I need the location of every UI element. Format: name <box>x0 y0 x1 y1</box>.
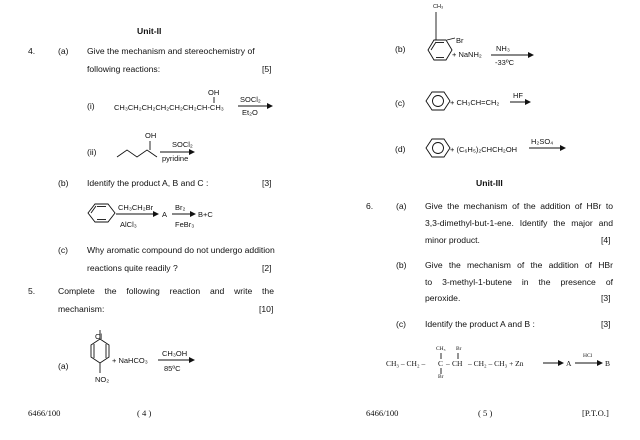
q5a-cl-label: Cl <box>95 332 103 341</box>
q5-marks: [10] <box>259 304 274 314</box>
q5a-no2-label: NO₂ <box>95 375 110 384</box>
q4b-marks: [3] <box>262 178 272 188</box>
rp-b-br-label: Br <box>456 36 464 45</box>
rp-c-benzene-ring <box>426 92 450 110</box>
q4b-reagent1-top: CH₃CH₂Br <box>118 203 154 212</box>
q5a-label: (a) <box>58 361 69 371</box>
unit-ii-heading: Unit-II <box>137 26 162 36</box>
q4a-i-reagent-bottom: Et₂O <box>242 108 258 117</box>
q4a-ii-reagent-bottom: pyridine <box>162 154 189 163</box>
q6c-condition: HCl <box>583 353 593 359</box>
rp-d-condition-top: H₂SO₄ <box>531 137 554 146</box>
q4-number: 4. <box>28 46 36 56</box>
q4b-benzene-ring <box>88 204 115 222</box>
q4a-i-label: (i) <box>87 101 95 111</box>
q5-text-line1: Complete the following reaction and write the <box>58 286 274 296</box>
rp-c-reagent: + CH₃CH=CH₂ <box>450 98 500 107</box>
q4a-label: (a) <box>58 46 69 56</box>
q6c-bond-dash: – <box>446 359 450 368</box>
q6a-label: (a) <box>396 201 407 211</box>
q5a-reagent: + NaHCO₃ <box>112 356 148 365</box>
q4a-i-reagent-top: SOCl₂ <box>240 95 261 104</box>
rp-b-benzene-ring <box>428 40 452 60</box>
q6c-marks: [3] <box>601 319 611 329</box>
rp-b-br-bond <box>447 38 455 40</box>
q4b-label: (b) <box>58 178 69 188</box>
q6b-text-line2: to 3-methyl-1-butene in the presence of <box>425 277 613 287</box>
q6b-marks: [3] <box>601 293 611 303</box>
q4a-ii-reagent-top: SOCl₂ <box>172 140 193 149</box>
rp-b-reagent: + NaNH₂ <box>452 50 482 59</box>
q6c-carbon1: C <box>438 359 444 368</box>
q4b-reagent2-top: Br₂ <box>175 203 186 212</box>
right-page-number: ( 5 ) <box>478 408 493 418</box>
q6c-product-a: A <box>566 359 572 368</box>
q4c-text-line2: reactions quite readily ? <box>87 263 178 273</box>
q4a-ii-skeletal-chain <box>117 150 157 157</box>
q6a-text-line1: Give the mechanism of the addition of HBr to <box>425 201 613 211</box>
q5a-condition-top: CH₃OH <box>162 349 188 358</box>
q4a-marks: [5] <box>262 64 272 74</box>
rp-d-benzene-ring <box>426 139 450 157</box>
q6c-equation-rest: – CH₂ – CH₃ + Zn <box>468 359 524 368</box>
rp-c-condition-top: HF <box>513 91 523 100</box>
q4c-text-line1: Why aromatic compound do not undergo addition <box>87 245 275 255</box>
q4a-text-line2: following reactions: <box>87 64 161 74</box>
q6c-label: (c) <box>396 319 407 329</box>
q4b-intermediate: A <box>162 210 168 219</box>
q6c-carbon2: CH <box>452 359 463 368</box>
rp-b-ch3-label: CH₃ <box>433 4 444 10</box>
q6c-bottom-br: Br <box>438 374 444 380</box>
q4c-label: (c) <box>58 245 69 255</box>
q4b-reagent2-bottom: FeBr₃ <box>175 220 195 229</box>
q4c-marks: [2] <box>262 263 272 273</box>
q6a-text-line3: minor product. <box>425 235 480 245</box>
q6c-top-br: Br <box>456 346 462 352</box>
rp-b-label: (b) <box>395 44 406 54</box>
rp-b-condition-top: NH₃ <box>496 44 510 53</box>
q4a-ii-oh-label: OH <box>145 131 157 140</box>
q6b-text-line3: peroxide. <box>425 293 461 303</box>
rp-c-label: (c) <box>395 98 406 108</box>
q6-number: 6. <box>366 201 374 211</box>
q6c-text: Identify the product A and B : <box>425 319 535 329</box>
q6c-top-ch3: CH₃ <box>436 346 446 352</box>
pto-label: [P.T.O.] <box>582 408 609 418</box>
q5a-condition-bottom: 85ºC <box>164 364 181 373</box>
rp-d-label: (d) <box>395 144 406 154</box>
rp-d-reagent: + (C₆H₅)₂CHCH₂OH <box>450 145 518 154</box>
q6c-product-b: B <box>605 359 611 368</box>
left-footer-code: 6466/100 <box>28 408 61 418</box>
q5-number: 5. <box>28 286 36 296</box>
q6b-label: (b) <box>396 260 407 270</box>
q5a-benzene-ring <box>91 339 109 363</box>
q4b-reagent1-bottom: AlCl₃ <box>120 220 137 229</box>
rp-b-condition-bottom: -33ºC <box>495 58 514 67</box>
q4a-i-reactant: CH₃CH₂CH₂CH₂CH₂CH₂CH-CH₃ <box>114 103 224 112</box>
unit-iii-heading: Unit-III <box>476 178 503 188</box>
left-page-number: ( 4 ) <box>137 408 152 418</box>
q6b-text-line1: Give the mechanism of the addition of HBr <box>425 260 613 270</box>
q6a-text-line2: 3,3-dimethyl-but-1-ene. Identify the major and <box>425 218 613 228</box>
q4a-i-oh-label: OH <box>208 88 220 97</box>
q6a-marks: [4] <box>601 235 611 245</box>
q6c-equation-start: CH₃ – CH₂ – <box>386 359 426 368</box>
q4a-ii-label: (ii) <box>87 147 97 157</box>
right-footer-code: 6466/100 <box>366 408 399 418</box>
q4b-text: Identify the product A, B and C : <box>87 178 209 188</box>
q4a-text-line1: Give the mechanism and stereochemistry of <box>87 46 255 56</box>
q4b-products: B+C <box>198 210 213 219</box>
q5-text-line2: mechanism: <box>58 304 105 314</box>
